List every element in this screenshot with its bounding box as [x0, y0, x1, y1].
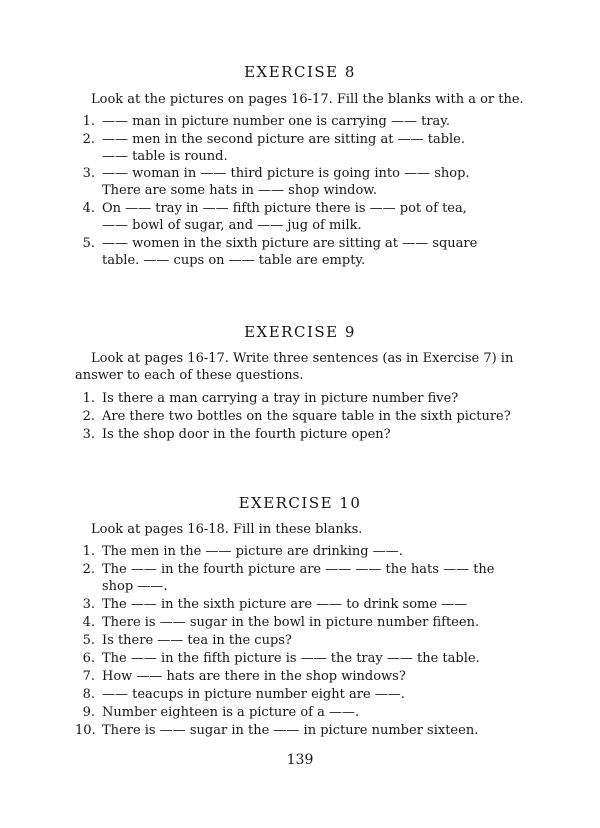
exercise-10-item	[75, 704, 527, 721]
exercise-8-intro: Look at the pictures on pages 16-17. Fill the blanks with a or the.	[91, 92, 524, 107]
item-text: —— teacups in picture number eight are ——.	[102, 687, 405, 702]
item-number: 4.	[82, 201, 95, 216]
page-number: 139	[286, 752, 314, 768]
item-number: 1.	[82, 114, 95, 129]
item-text: Is there —— tea in the cups?	[102, 633, 292, 648]
exercise-9-item	[75, 390, 527, 407]
exercise-10-item	[75, 686, 527, 703]
exercise-10-item	[75, 596, 527, 613]
item-text-continued: —— table is round.	[102, 149, 228, 164]
exercise-10-item	[75, 543, 527, 560]
item-number: 1.	[82, 544, 95, 559]
item-text: On —— tray in —— fifth picture there is —— pot of tea,	[102, 201, 467, 216]
exercise-10-item	[75, 722, 527, 739]
item-number: 6.	[82, 651, 95, 666]
exercise-10-intro: Look at pages 16-18. Fill in these blanks.	[91, 522, 363, 537]
item-number: 2.	[82, 409, 95, 424]
item-text: Are there two bottles on the square table in the sixth picture?	[102, 409, 511, 424]
exercise-10-item	[75, 632, 527, 649]
item-number: 2.	[82, 562, 95, 577]
item-text: Number eighteen is a picture of a ——.	[102, 705, 360, 720]
exercise-9-item	[75, 426, 527, 443]
exercise-8-item	[75, 200, 527, 234]
item-number: 2.	[82, 132, 95, 147]
item-number: 7.	[82, 669, 95, 684]
item-number: 1.	[82, 391, 95, 406]
item-text: —— man in picture number one is carrying —— tray.	[102, 114, 451, 129]
item-text: The men in the —— picture are drinking ——.	[102, 544, 403, 559]
exercise-8-item	[75, 235, 527, 269]
item-text: —— woman in —— third picture is going into —— shop.	[102, 166, 470, 181]
exercise-10-item	[75, 650, 527, 667]
item-number: 5.	[82, 236, 95, 251]
item-text: Is the shop door in the fourth picture open?	[102, 427, 391, 442]
exercise-10-item	[75, 668, 527, 685]
exercise-9-intro: Look at pages 16-17. Write three sentences (as in Exercise 7) in answer to each of these questions.	[75, 351, 514, 383]
item-number: 3.	[82, 597, 95, 612]
item-number: 8.	[82, 687, 95, 702]
item-text: How —— hats are there in the shop windows?	[102, 669, 406, 684]
item-text-continued: table. —— cups on —— table are empty.	[102, 253, 366, 268]
item-number: 3.	[82, 166, 95, 181]
item-text: —— women in the sixth picture are sitting at —— square	[102, 236, 478, 251]
item-text: Is there a man carrying a tray in picture number five?	[102, 391, 459, 406]
item-number: 9.	[82, 705, 95, 720]
item-text: The —— in the sixth picture are —— to drink some ——	[102, 597, 468, 612]
exercise-9-title: EXERCISE 9	[244, 323, 356, 341]
exercise-8-item	[75, 113, 527, 130]
exercise-8-item	[75, 131, 527, 165]
item-number: 10.	[75, 723, 96, 738]
item-text-continued: There are some hats in —— shop window.	[102, 183, 378, 198]
item-text: The —— in the fifth picture is —— the tray —— the table.	[102, 651, 480, 666]
exercise-9-item	[75, 408, 527, 425]
exercise-10-item	[75, 614, 527, 631]
item-text: There is —— sugar in the bowl in picture number fifteen.	[102, 615, 480, 630]
exercise-8-item	[75, 165, 527, 199]
item-text: The —— in the fourth picture are —— —— the hats —— the	[102, 562, 495, 577]
exercise-10-title: EXERCISE 10	[238, 494, 362, 512]
item-text-continued: shop ——.	[102, 579, 168, 594]
item-text-continued: —— bowl of sugar, and —— jug of milk.	[102, 218, 362, 233]
item-number: 3.	[82, 427, 95, 442]
item-number: 4.	[82, 615, 95, 630]
item-number: 5.	[82, 633, 95, 648]
exercise-8-title: EXERCISE 8	[244, 63, 356, 81]
item-text: —— men in the second picture are sitting at —— table.	[102, 132, 466, 147]
item-text: There is —— sugar in the —— in picture number sixteen.	[102, 723, 479, 738]
exercise-10-item	[75, 561, 527, 595]
